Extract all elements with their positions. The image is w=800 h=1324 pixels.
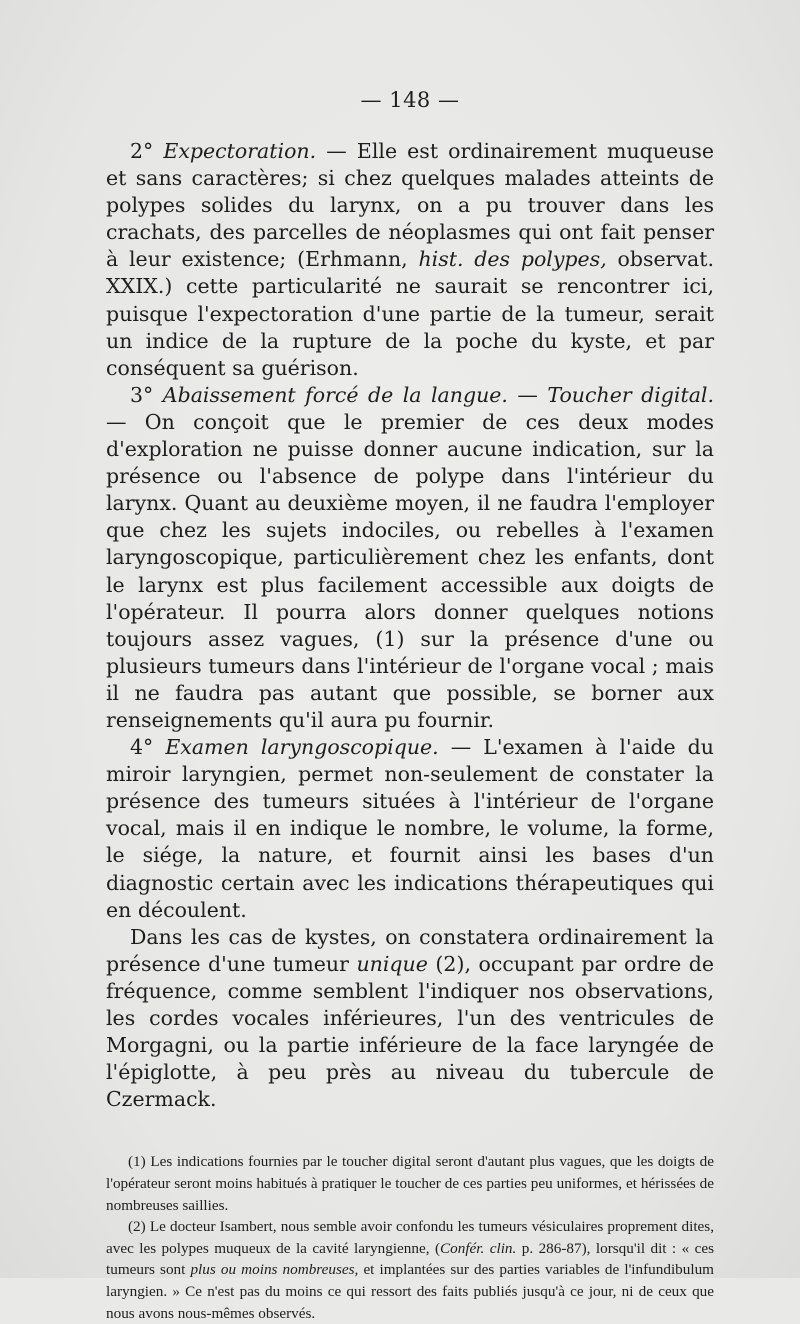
paragraph-expectoration [106, 138, 714, 382]
footnote-1: (1) Les indications fournies par le toucher digital seront d'autant plus vagues, que les doigts de l'opérateur seront moins habitués à pratiquer le toucher de ces parties peu uniformes, et hérissées de nombreuses saillies. [106, 1153, 714, 1214]
paragraph-text: Dans les cas de kystes, on constatera ordinairement la présence d'une tumeur [106, 924, 714, 976]
citation: hist. des polypes, [418, 247, 607, 272]
page-number: — 148 — [360, 88, 460, 112]
section-number: 2° [130, 139, 164, 163]
paragraph-text: (2), occupant par ordre de fréquence, comme semblent l'indiquer nos observations, les cordes vocales inférieures, l'un des ventricules de Morgagni, ou la partie inférieure de la face laryngée de l'épiglotte, à peu près au niveau du tubercule de Czermack. [106, 951, 714, 1112]
main-text [106, 138, 714, 1113]
paragraph-examen [106, 734, 714, 924]
emphasis: unique [356, 951, 428, 976]
section-title: Expectoration. [163, 139, 317, 163]
emphasis: plus ou moins nombreuses, [190, 1261, 359, 1279]
section-number: 4° [130, 735, 166, 760]
paragraph-text: — Elle est ordinairement muqueuse et sans caractères; si chez quelques malades atteints de polypes solides du larynx, on a pu trouver dans les crachats, des parcelles de néoplasmes qui ont fait penser à leur existence; (Erhmann, [106, 139, 714, 272]
paragraph-abaissement [106, 382, 714, 734]
paragraph-text: — L'examen à l'aide du miroir laryngien, permet non-seulement de constater la présence des tumeurs situées à l'intérieur de l'organe vocal, mais il en indique le nombre, le volume, la forme, le siége, la nature, et fournit ainsi les bases d'un diagnostic certain avec les indications thérapeutiques qui en découlent. [106, 735, 714, 922]
citation: Confér. clin. [440, 1239, 517, 1257]
paragraph-kystes [106, 924, 714, 1114]
footnote-text: (2) Le docteur Isambert, nous semble avoir confondu les tumeurs vésiculaires proprement dites, avec les polypes muqueux de la cavité laryngienne, ( [106, 1218, 714, 1257]
footnote-text: et implantées sur des parties variables de l'infundibulum laryngien. » Ce n'est pas du moins ce qui ressort des faits publiés jusqu'à ce jour, ni de ceux que nous avons nous-mêmes observés. [106, 1261, 714, 1322]
footnotes [106, 1151, 714, 1324]
footnote-2 [106, 1216, 714, 1324]
section-number: 3° [130, 382, 163, 407]
paragraph-text: — On conçoit que le premier de ces deux modes d'exploration ne puisse donner aucune indication, sur la présence ou l'absence de polype dans l'intérieur du larynx. Quant au deuxième moyen, il ne faudra l'employer que chez les sujets indociles, ou rebelles à l'examen laryngoscopique, particulièrement chez les enfants, dont le larynx est plus facilement accessible aux doigts de l'opérateur. Il pourra alors donner quelques notions toujours assez vagues, (1) sur la présence d'une ou plusieurs tumeurs dans l'intérieur de l'organe vocal ; mais il ne faudra pas autant que possible, se borner aux renseignements qu'il aura pu fournir. [106, 409, 714, 732]
paragraph-text: observat. XXIX.) cette particularité ne saurait se rencontrer ici, puisque l'expectoration d'une partie de la tumeur, serait un indice de la rupture de la poche du kyste, et par conséquent sa guérison. [106, 247, 714, 380]
footnote-text: p. 286-87), lorsqu'il dit : « ces tumeurs sont [106, 1239, 715, 1279]
section-title: Examen laryngoscopique. [165, 735, 439, 760]
section-title: Abaissement forcé de la langue. — Toucher digital. [162, 382, 715, 407]
